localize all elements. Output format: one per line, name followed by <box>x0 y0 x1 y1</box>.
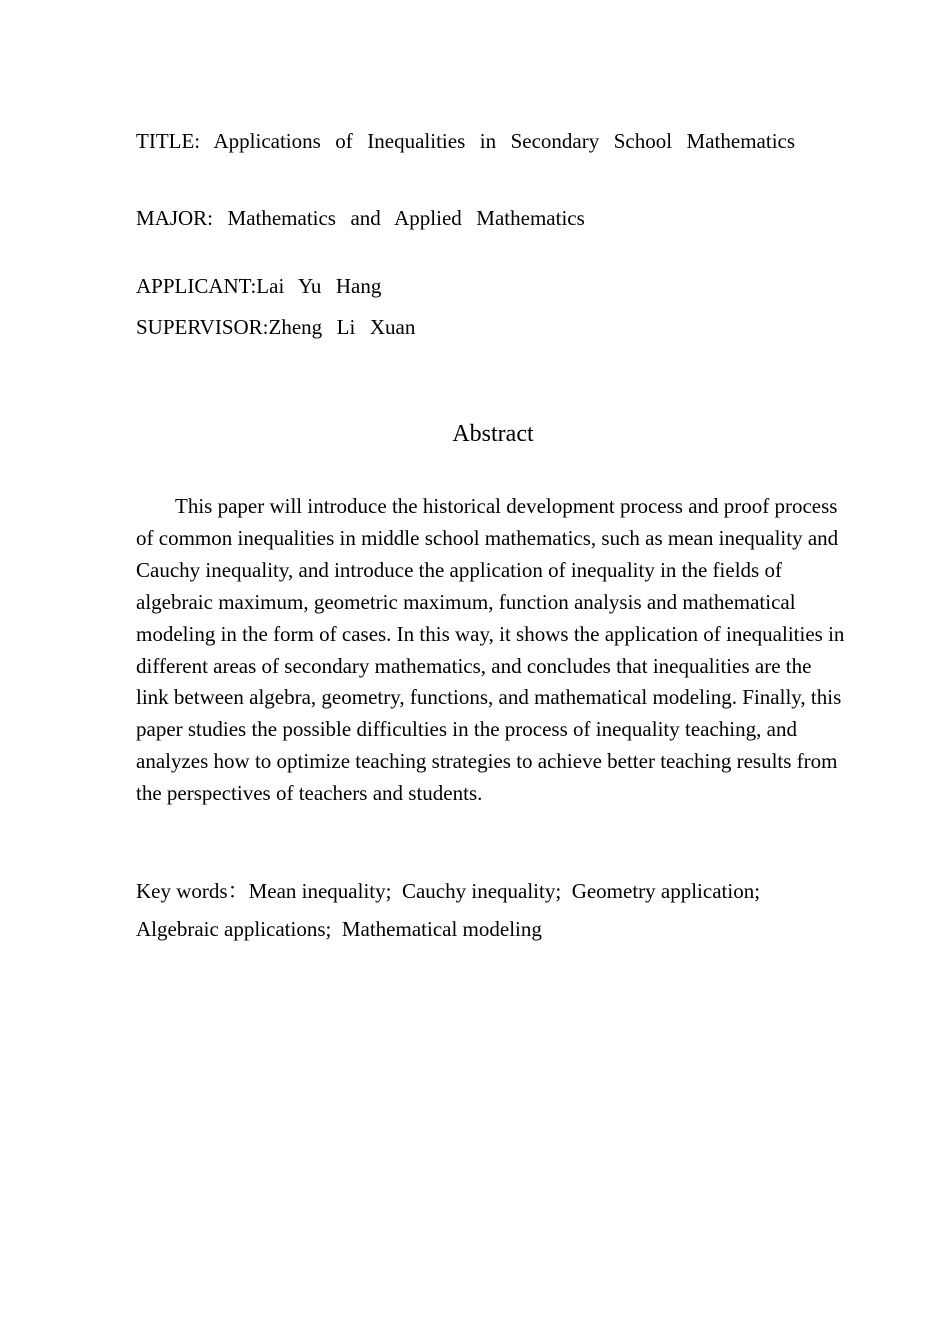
keyword-item: Geometry application; <box>571 879 761 903</box>
thesis-supervisor: SUPERVISOR:Zheng Li Xuan <box>136 315 416 339</box>
thesis-applicant: APPLICANT:Lai Yu Hang <box>136 274 382 298</box>
keywords-paragraph <box>136 872 848 948</box>
keyword-item: Cauchy inequality; <box>401 879 562 903</box>
thesis-major: MAJOR: Mathematics and Applied Mathematics <box>136 206 585 230</box>
keyword-item: Mathematical modeling <box>341 917 542 941</box>
keywords-label: Key words： <box>136 879 249 903</box>
keyword-item: Mean inequality; <box>248 879 392 903</box>
keyword-item: Algebraic applications; <box>136 917 332 941</box>
thesis-title: TITLE: Applications of Inequalities in Secondary School Mathematics <box>136 129 796 153</box>
abstract-heading: Abstract <box>452 421 534 447</box>
abstract-body: This paper will introduce the historical development process and proof process of common inequalities in middle school mathematics, such as mean inequality and Cauchy inequality, and introduce the application of inequality in the fields of algebraic maximum, geometric maximum, function analysis and mathematical modeling in the form of cases. In this way, it shows the application of inequalities in different areas of secondary mathematics, and concludes that inequalities are the link between algebra, geometry, functions, and mathematical modeling. Finally, this paper studies the possible difficulties in the process of inequality teaching, and analyzes how to optimize teaching strategies to achieve better teaching results from the perspectives of teachers and students. <box>136 494 845 806</box>
